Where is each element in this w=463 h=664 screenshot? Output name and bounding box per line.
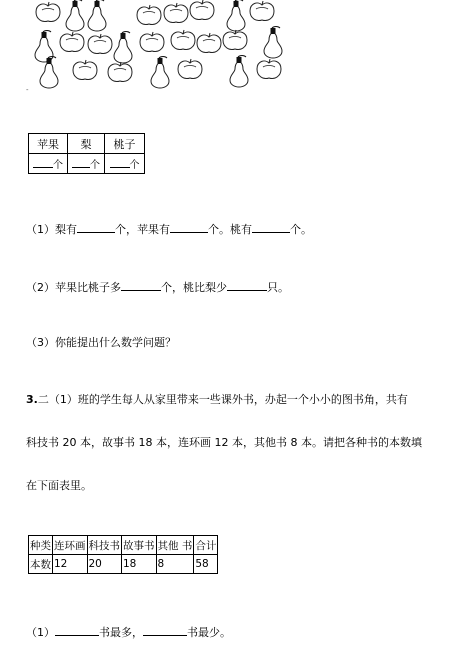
pear-icon (35, 31, 53, 63)
question-3: （3）你能提出什么数学问题？ (26, 336, 176, 349)
answer-blank[interactable] (170, 221, 208, 233)
problem-number: 3. (26, 393, 38, 406)
book-count-table (28, 535, 218, 574)
apple-icon (171, 30, 195, 50)
value-science: 20 (87, 555, 122, 574)
header-other: 其他 书 (156, 536, 194, 555)
apple-icon (140, 32, 164, 52)
pear-icon (114, 32, 132, 64)
header-story: 故事书 (122, 536, 157, 555)
pear-icon (230, 56, 248, 88)
fruit-tally-table (28, 133, 145, 174)
question-book-most-least: （1） 书最多， 书最少。 (26, 626, 231, 639)
pear-icon (227, 0, 245, 31)
question-number: （1） (26, 223, 55, 236)
apple-icon (88, 34, 112, 54)
apple-icon (164, 3, 188, 23)
answer-cell-pear[interactable]: 个 (68, 154, 105, 174)
header-category: 种类 (29, 536, 53, 555)
apple-icon (250, 1, 274, 21)
table-row (29, 555, 218, 574)
apple-icon (223, 30, 247, 50)
header-peach: 桃子 (105, 134, 145, 154)
header-apple: 苹果 (29, 134, 68, 154)
table-header-row (29, 134, 145, 154)
question-number: （2） (26, 281, 55, 294)
answer-blank[interactable] (77, 221, 115, 233)
question-number: （1） (26, 626, 55, 639)
header-total: 合计 (194, 536, 218, 555)
problem-3-line-2: 科技书 20 本，故事书 18 本，连环画 12 本，其他书 8 本。请把各种书的本数填 (26, 436, 422, 449)
problem-3-line-3: 在下面表里。 (26, 479, 92, 492)
answer-cell-apple[interactable]: 个 (29, 154, 68, 174)
divider-mark: ‐ (26, 86, 29, 94)
value-total: 58 (194, 555, 218, 574)
answer-blank[interactable] (252, 221, 290, 233)
table-answer-row (29, 154, 145, 174)
question-1: （1）梨有 个，苹果有 个。桃有 个。 (26, 223, 312, 236)
pear-icon (88, 0, 106, 31)
value-story: 18 (122, 555, 157, 574)
row-label: 本数 (29, 555, 53, 574)
answer-blank[interactable] (227, 279, 267, 291)
apple-icon (257, 59, 281, 79)
apple-icon (197, 33, 221, 53)
pear-icon (151, 57, 169, 89)
pear-icon (264, 27, 282, 59)
apple-icon (108, 62, 132, 82)
apple-icon (190, 0, 214, 20)
apple-icon (178, 59, 202, 79)
fruit-illustration (26, 0, 296, 92)
problem-3-line-1: 3.二（1）班的学生每人从家里带来一些课外书，办起一个小小的图书角，共有 (26, 393, 408, 406)
pear-icon (66, 0, 84, 31)
value-comics: 12 (53, 555, 88, 574)
header-pear: 梨 (68, 134, 105, 154)
answer-blank[interactable] (55, 624, 99, 636)
apple-icon (60, 32, 84, 52)
value-other: 8 (156, 555, 194, 574)
header-comics: 连环画 (53, 536, 88, 555)
answer-blank[interactable] (121, 279, 161, 291)
question-2: （2）苹果比桃子多 个，桃比梨少 只。 (26, 281, 289, 294)
apple-icon (137, 5, 161, 25)
table-header-row (29, 536, 218, 555)
header-science: 科技书 (87, 536, 122, 555)
apple-icon (73, 60, 97, 80)
answer-cell-peach[interactable]: 个 (105, 154, 145, 174)
answer-blank[interactable] (143, 624, 187, 636)
apple-icon (36, 2, 60, 22)
question-number: （3） (26, 336, 55, 349)
